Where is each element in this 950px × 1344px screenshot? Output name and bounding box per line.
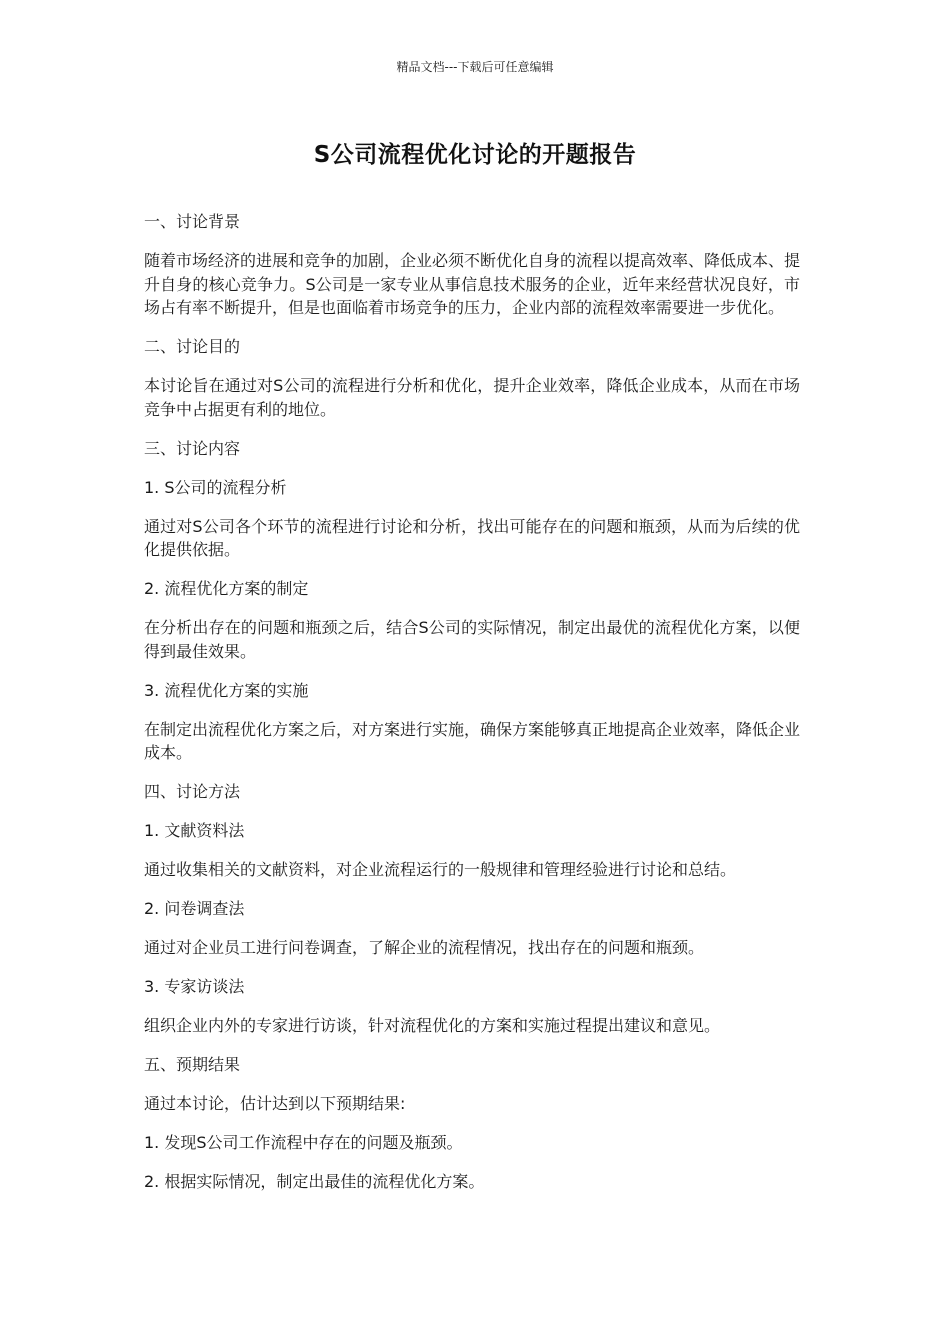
paragraph-plan-formulation: 在分析出存在的问题和瓶颈之后，结合S公司的实际情况，制定出最优的流程优化方案，以便得到最佳效果。 (144, 618, 800, 661)
section-heading-content: 三、讨论内容 (144, 438, 241, 458)
subheading-interview-method: 3. 专家访谈法 (144, 977, 245, 996)
paragraph-survey-method: 通过对企业员工进行问卷调查，了解企业的流程情况，找出存在的问题和瓶颈。 (144, 938, 705, 957)
list-item-result-2: 2. 根据实际情况，制定出最佳的流程优化方案。 (144, 1172, 485, 1191)
section-heading-expected-results: 五、预期结果 (144, 1055, 241, 1074)
paragraph-purpose: 本讨论旨在通过对S公司的流程进行分析和优化，提升企业效率，降低企业成本，从而在市场竞争中占据更有利的地位。 (144, 376, 800, 419)
section-heading-background: 一、讨论背景 (144, 212, 241, 231)
section-heading-methods: 四、讨论方法 (144, 782, 241, 801)
paragraph-plan-implementation: 在制定出流程优化方案之后，对方案进行实施，确保方案能够真正地提高企业效率，降低企业成本。 (144, 719, 801, 762)
section-heading-purpose: 二、讨论目的 (144, 337, 241, 356)
paragraph-process-analysis: 通过对S公司各个环节的流程进行讨论和分析，找出可能存在的问题和瓶颈，从而为后续的优化提供依据。 (144, 516, 800, 559)
list-item-result-1: 1. 发现S公司工作流程中存在的问题及瓶颈。 (144, 1133, 463, 1152)
paragraph-expected-results: 通过本讨论，估计达到以下预期结果: (144, 1094, 406, 1113)
subheading-survey-method: 2. 问卷调查法 (144, 899, 245, 918)
subheading-literature-method: 1. 文献资料法 (144, 821, 245, 840)
document-body (144, 210, 800, 1209)
subheading-process-analysis: 1. S公司的流程分析 (144, 477, 287, 497)
subheading-plan-implementation: 3. 流程优化方案的实施 (144, 680, 309, 700)
document-title: S公司流程优化讨论的开题报告 (313, 142, 637, 168)
header-note: 精品文档---下载后可任意编辑 (396, 60, 554, 74)
paragraph-literature-method: 通过收集相关的文献资料，对企业流程运行的一般规律和管理经验进行讨论和总结。 (144, 860, 737, 879)
subheading-plan-formulation: 2. 流程优化方案的制定 (144, 579, 309, 598)
paragraph-background: 随着市场经济的进展和竞争的加剧，企业必须不断优化自身的流程以提高效率、降低成本、提升自身的核心竞争力。S公司是一家专业从事信息技术服务的企业，近年来经营状况良好，市场占有率不断提升，但是也面临着市场竞争的压力，企业内部的流程效率需要进一步优化。 (144, 251, 801, 317)
paragraph-interview-method: 组织企业内外的专家进行访谈，针对流程优化的方案和实施过程提出建议和意见。 (144, 1016, 721, 1035)
